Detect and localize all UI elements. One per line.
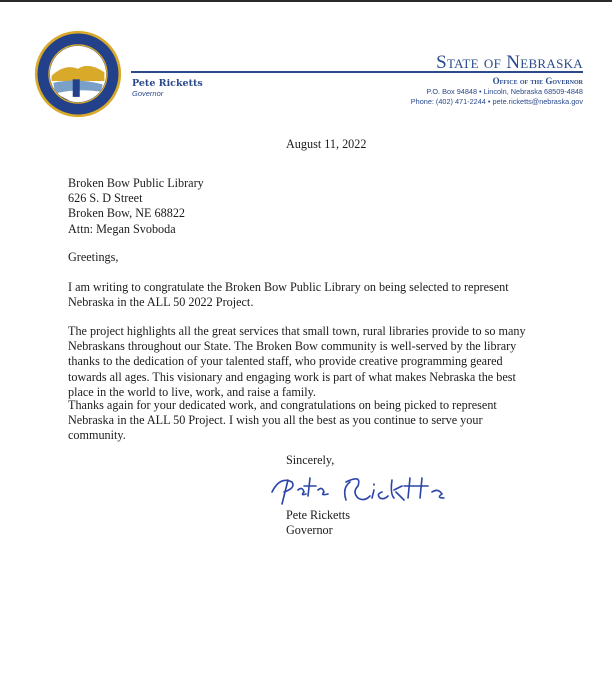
paragraph-line: Nebraskans throughout our State. The Broken Bow community is well-served by the library xyxy=(68,339,517,354)
paragraph-3 xyxy=(68,398,588,444)
paragraph-1 xyxy=(68,280,588,310)
top-border xyxy=(0,0,612,2)
signer-title: Governor xyxy=(286,523,333,538)
recipient-address xyxy=(68,176,204,237)
paragraph-line: I am writing to congratulate the Broken Bow Public Library on being selected to represent xyxy=(68,280,509,294)
paragraph-line: Nebraska in the ALL 50 Project. I wish you all the best as you continue to serve your xyxy=(68,413,483,428)
recipient-line: Broken Bow, NE 68822 xyxy=(68,206,186,221)
mailing-address: P.O. Box 94848 • Lincoln, Nebraska 68509-4848 xyxy=(426,87,583,96)
paragraph-line: towards all ages. This visionary and engaging work is part of what makes Nebraska the best xyxy=(68,369,516,384)
paragraph-2 xyxy=(68,324,588,400)
closing: Sincerely, xyxy=(286,453,335,467)
state-seal-icon xyxy=(34,30,122,118)
signer-name: Pete Ricketts xyxy=(286,508,350,522)
recipient-line: 626 S. D Street xyxy=(68,191,143,206)
paragraph-line: Nebraska in the ALL 50 2022 Project. xyxy=(68,295,254,310)
paragraph-line: community. xyxy=(68,428,126,443)
phone-email: Phone: (402) 471-2244 • pete.ricketts@nebraska.gov xyxy=(410,97,583,106)
greeting: Greetings, xyxy=(68,250,119,264)
paragraph-line: place in the world to live, work, and raise a family. xyxy=(68,384,316,399)
recipient-line: Attn: Megan Svoboda xyxy=(68,221,176,236)
recipient-line: Broken Bow Public Library xyxy=(68,176,204,190)
paragraph-line: thanks to the dedication of your talented staff, who provide creative programming geared xyxy=(68,354,503,369)
paragraph-line: The project highlights all the great services that small town, rural libraries provide to so many xyxy=(68,324,526,338)
signer-block xyxy=(286,508,350,538)
governor-title: Governor xyxy=(132,89,164,98)
office-name: Office of the Governor xyxy=(492,76,583,86)
letter-date: August 11, 2022 xyxy=(286,137,367,151)
handwritten-signature xyxy=(266,468,476,510)
paragraph-line: Thanks again for your dedicated work, and congratulations on being picked to represent xyxy=(68,398,497,412)
contact-block xyxy=(411,87,583,107)
state-title: State of Nebraska xyxy=(436,52,583,73)
governor-name: Pete Ricketts xyxy=(132,78,203,89)
